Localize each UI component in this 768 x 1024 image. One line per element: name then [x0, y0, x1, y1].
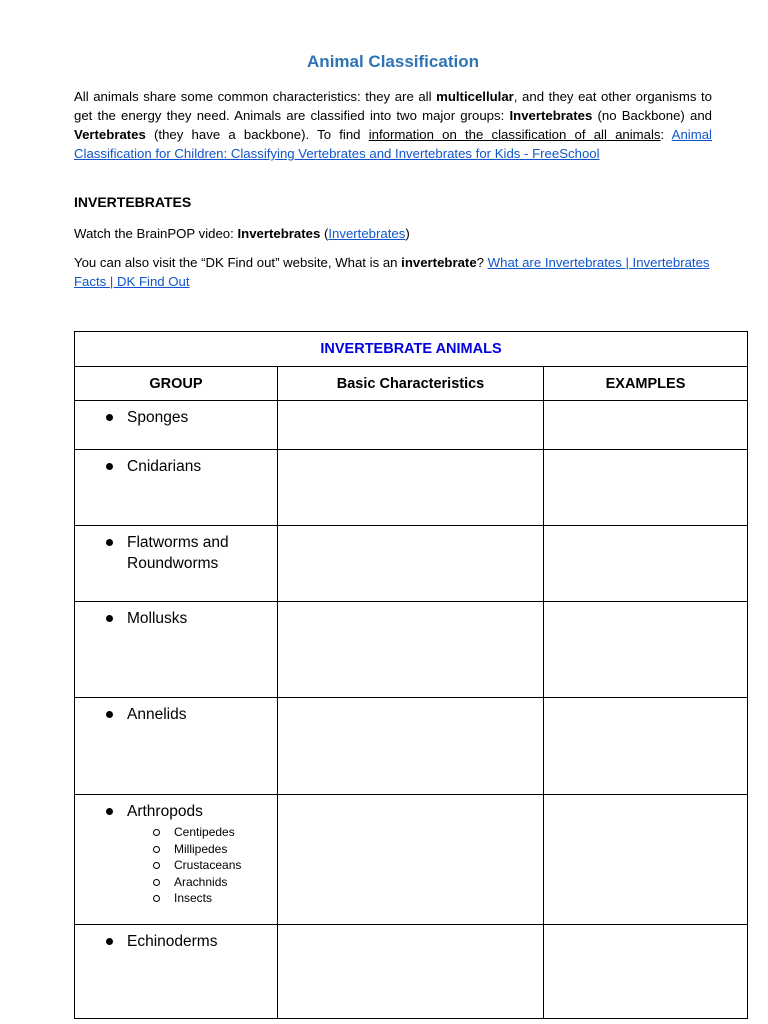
table-row [75, 698, 748, 795]
intro-bold-invertebrates: Invertebrates [509, 108, 593, 123]
circle-bullet-icon [153, 862, 160, 869]
brainpop-paren-close: ) [405, 226, 410, 241]
table-row [75, 401, 748, 450]
characteristics-cell[interactable] [278, 526, 544, 602]
bullet-icon [106, 539, 113, 546]
group-label: Flatworms and Roundworms [127, 534, 229, 572]
bullet-icon [106, 463, 113, 470]
group-cell [75, 925, 278, 1019]
brainpop-paren-open: ( [320, 226, 329, 241]
sublist-label: Insects [174, 891, 213, 905]
intro-bold-vertebrates: Vertebrates [74, 127, 146, 142]
group-label: Sponges [127, 409, 189, 426]
examples-cell[interactable] [544, 698, 748, 795]
sublist-label: Arachnids [174, 874, 228, 889]
list-item [153, 874, 277, 891]
header-examples: EXAMPLES [544, 367, 748, 401]
brainpop-line [74, 224, 714, 243]
group-cell [75, 602, 278, 698]
characteristics-cell[interactable] [278, 795, 544, 925]
bullet-icon [106, 808, 113, 815]
circle-bullet-icon [153, 829, 160, 836]
bullet-icon [106, 711, 113, 718]
table-row [75, 450, 748, 526]
circle-bullet-icon [153, 895, 160, 902]
table-caption: INVERTEBRATE ANIMALS [75, 332, 748, 367]
circle-bullet-icon [153, 879, 160, 886]
examples-cell[interactable] [544, 401, 748, 450]
bullet-icon [106, 938, 113, 945]
circle-bullet-icon [153, 846, 160, 853]
table-row [75, 602, 748, 698]
intro-text: All animals share some common characteristics: they are all [74, 89, 437, 104]
examples-cell[interactable] [544, 450, 748, 526]
intro-bold-multicellular: multicellular [436, 89, 514, 104]
page-title: Animal Classification [307, 52, 479, 71]
table-row [75, 925, 748, 1019]
dk-findout-link[interactable]: What are Invertebrates | Invertebrates Facts | DK Find Out [74, 255, 710, 289]
bullet-icon [106, 414, 113, 421]
dk-bold: invertebrate [401, 255, 477, 270]
dk-text: You can also visit the “DK Find out” website, What is an [74, 255, 402, 270]
characteristics-cell[interactable] [278, 450, 544, 526]
sublist-label: Centipedes [174, 825, 235, 839]
table-row [75, 526, 748, 602]
characteristics-cell[interactable] [278, 401, 544, 450]
intro-text: (no Backbone) and [592, 108, 712, 123]
characteristics-cell[interactable] [278, 925, 544, 1019]
brainpop-link[interactable]: Invertebrates [328, 226, 406, 241]
section-heading: INVERTEBRATES [74, 194, 192, 210]
group-label: Arthropods [127, 803, 203, 820]
examples-cell[interactable] [544, 526, 748, 602]
group-label: Echinoderms [127, 933, 218, 950]
examples-cell[interactable] [544, 925, 748, 1019]
group-label: Annelids [127, 706, 187, 723]
header-group: GROUP [75, 367, 278, 401]
brainpop-text: Watch the BrainPOP video: [74, 226, 238, 241]
group-label: Mollusks [127, 610, 188, 627]
table-row [75, 795, 748, 925]
sublist-label: Crustaceans [174, 858, 242, 872]
sublist-label: Millipedes [174, 841, 228, 856]
invertebrate-table [74, 331, 748, 1019]
characteristics-cell[interactable] [278, 602, 544, 698]
freeschool-link[interactable]: Animal Classification for Children: Classifying Vertebrates and Invertebrates for Kids - FreeSchool [74, 127, 712, 161]
header-characteristics: Basic Characteristics [278, 367, 544, 401]
intro-paragraph [74, 87, 712, 163]
examples-cell[interactable] [544, 602, 748, 698]
group-cell [75, 450, 278, 526]
intro-underlined-text: information on the classification of all animals [368, 127, 661, 142]
brainpop-bold: Invertebrates [237, 226, 321, 241]
intro-text: , and they eat other organisms to get the energy they need. Animals are classified into two major groups: [74, 89, 712, 123]
list-item [153, 841, 277, 858]
list-item [153, 824, 277, 841]
examples-cell[interactable] [544, 795, 748, 925]
intro-text: : [660, 127, 672, 142]
group-cell [75, 401, 278, 450]
group-cell [75, 795, 278, 925]
group-cell [75, 526, 278, 602]
dk-line [74, 253, 714, 291]
bullet-icon [106, 615, 113, 622]
group-cell [75, 698, 278, 795]
arthropod-sublist [75, 824, 277, 907]
intro-text: (they have a backbone). To find [145, 127, 369, 142]
group-label: Cnidarians [127, 458, 202, 475]
list-item [153, 890, 277, 907]
characteristics-cell[interactable] [278, 698, 544, 795]
dk-text: ? [476, 255, 488, 270]
list-item [153, 857, 277, 874]
